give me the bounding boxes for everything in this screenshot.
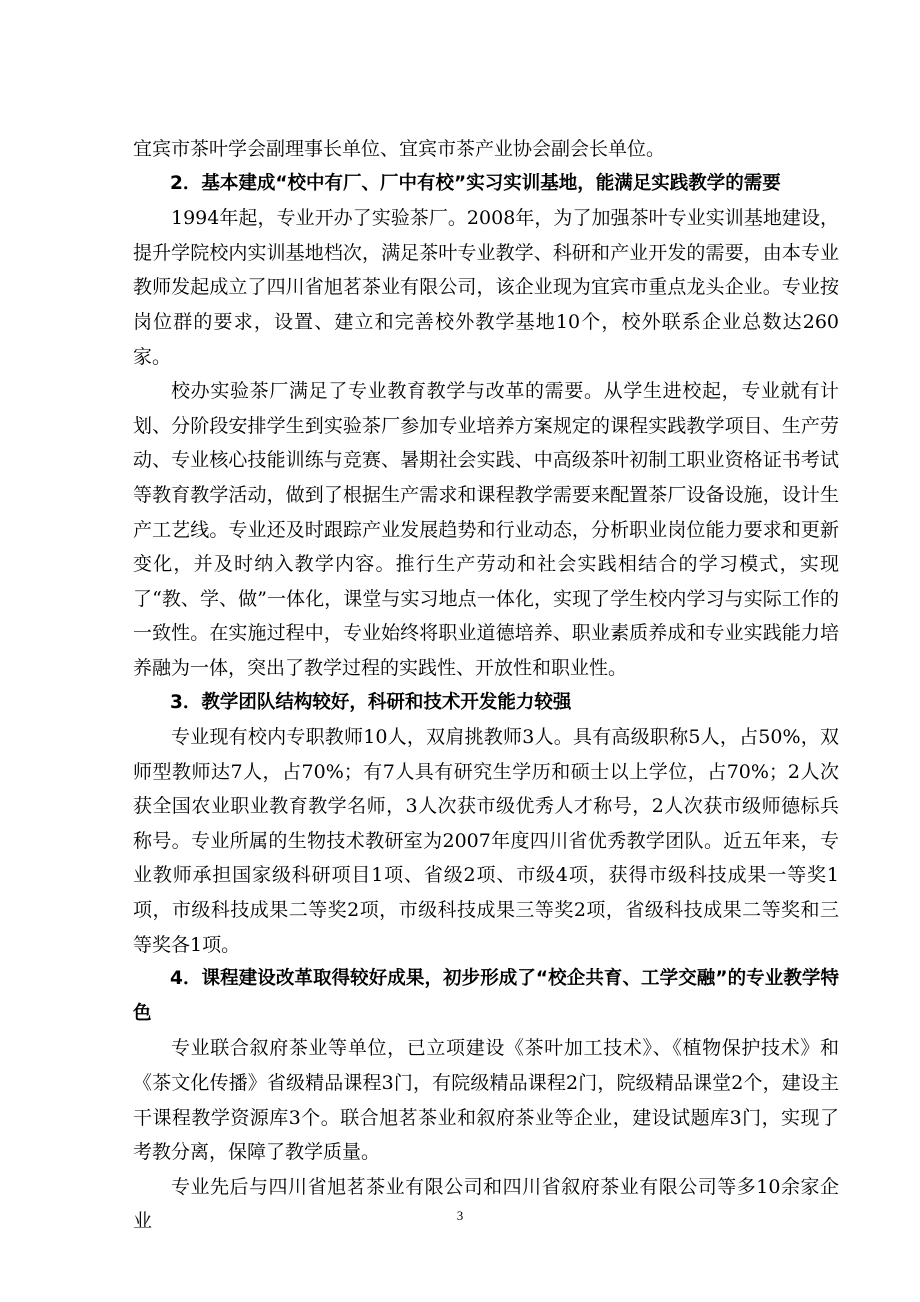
page-number: 3 [456,1208,464,1223]
paragraph-experimental-factory: 校办实验茶厂满足了专业教育教学与改革的需要。从学生进校起，专业就有计划、分阶段安排学生到实验茶厂参加专业培养方案规定的课程实践教学项目、生产劳动、专业核心技能训练与竞赛、暑期社会实践、中高级茶叶初制工职业资格证书考试等教育教学活动，做到了根据生产需求和课程教学需要来配置茶厂设备设施，设计生产工艺线。专业还及时跟踪产业发展趋势和行业动态，分析职业岗位能力要求和更新变化，并及时纳入教学内容。推行生产劳动和社会实践相结合的学习模式，实现了“教、学、做”一体化，课堂与实习地点一体化，实现了学生校内学习与实际工作的一致性。在实施过程中，专业始终将职业道德培养、职业素质养成和专业实践能力培养融为一体，突出了教学过程的实践性、开放性和职业性。 [133,380,839,679]
section-heading-4: 4．课程建设改革取得较好成果，初步形成了“校企共育、工学交融”的专业教学特色 [133,968,839,1024]
section-heading-2: 2．基本建成“校中有厂、厂中有校”实习实训基地，能满足实践教学的需要 [170,172,781,194]
paragraph-course-construction: 专业联合叙府茶业等单位，已立项建设《茶叶加工技术》、《植物保护技术》和《茶文化传播》省级精品课程3门，有院级精品课程2门，院级精品课堂2个，建设主干课程教学资源库3个。联合旭茗茶业和叙府茶业等企业，建设试题库3门，实现了考教分离，保障了教学质量。 [133,1037,839,1164]
paragraph-teaching-team: 专业现有校内专职教师10人，双肩挑教师3人。具有高级职称5人，占50%，双师型教师达7人，占70%；有7人具有研究生学历和硕士以上学位，占70%；2人次获全国农业职业教育教学名师，3人次获市级优秀人才称号，2人次获市级师德标兵称号。专业所属的生物技术教研室为2007年度四川省优秀教学团队。近五年来，专业教师承担国家级科研项目1项、省级2项、市级4项，获得市级科技成果一等奖1项，市级科技成果二等奖2项，市级科技成果三等奖2项，省级科技成果二等奖和三等奖各1项。 [133,726,839,956]
paragraph-enterprise-cooperation: 专业先后与四川省旭茗茶业有限公司和四川省叙府茶业有限公司等多10余家企业 [133,1175,839,1233]
paragraph-continuation: 宜宾市茶叶学会副理事长单位、宜宾市茶产业协会副会长单位。 [133,138,666,160]
section-heading-3: 3．教学团队结构较好，科研和技术开发能力较强 [170,691,572,713]
document-body [133,132,839,1239]
paragraph-training-base: 1994年起，专业开办了实验茶厂。2008年，为了加强茶叶专业实训基地建设，提升学院校内实训基地档次，满足茶叶专业教学、科研和产业开发的需要，由本专业教师发起成立了四川省旭茗茶业有限公司，该企业现为宜宾市重点龙头企业。专业按岗位群的要求，设置、建立和完善校外教学基地10个，校外联系企业总数达260家。 [133,207,839,368]
